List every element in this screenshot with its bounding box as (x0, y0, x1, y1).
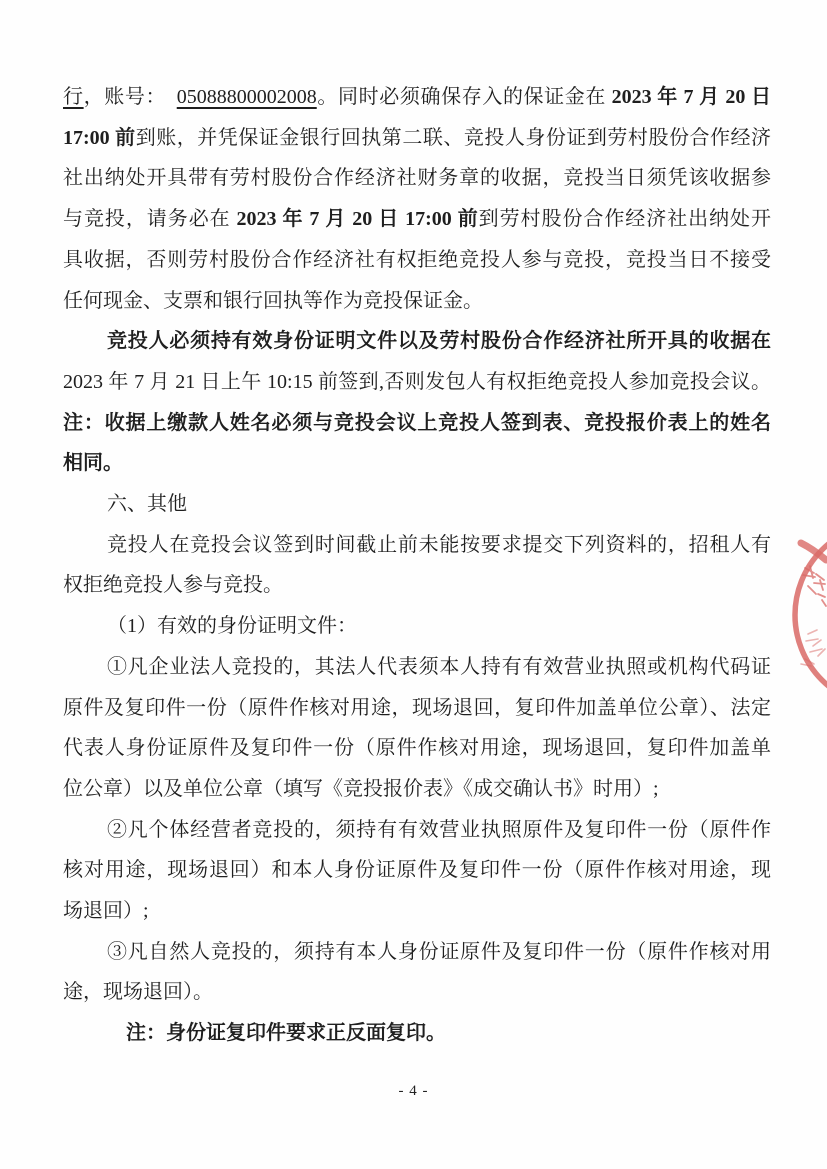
bold-note-text: 相同。 (63, 452, 123, 475)
doc-section-heading (63, 484, 771, 525)
text-segment: 途，现场退回）。 (63, 981, 213, 1004)
text-segment: 场退回）; (63, 900, 149, 923)
doc-line (63, 728, 771, 769)
doc-line (63, 443, 771, 484)
doc-line (63, 199, 771, 240)
text-segment: 到劳村股份合作经济社出纳处开 (478, 208, 771, 231)
text-segment: 社出纳处开具带有劳村股份合作经济社财务章的收据，竞投当日须凭该收据参 (63, 167, 771, 190)
doc-line (63, 158, 771, 199)
text-segment: 原件及复印件一份（原件作核对用途，现场退回，复印件加盖单位公章）、法定 (63, 696, 771, 719)
text-segment: （1）有效的身份证明文件： (107, 615, 357, 638)
doc-line (63, 321, 771, 362)
text-segment: 代表人身份证原件及复印件一份（原件作核对用途，现场退回，复印件加盖单 (63, 737, 771, 760)
doc-line (63, 403, 771, 444)
text-segment: 到账，并凭保证金银行回执第二联、竞投人身份证到劳村股份合作经济 (135, 126, 771, 149)
text-segment: 核对用途，现场退回）和本人身份证原件及复印件一份（原件作核对用途，现 (63, 859, 771, 882)
doc-line (63, 362, 771, 403)
doc-line (63, 688, 771, 729)
bold-time: 17:00 前 (63, 126, 136, 149)
underlined-account-number: 05088800002008 (176, 86, 317, 108)
text-segment: ①凡企业法人竞投的，其法人代表须本人持有有效营业执照或机构代码证 (107, 655, 771, 678)
doc-line (63, 891, 771, 932)
doc-line (63, 240, 771, 281)
text-segment: 任何现金、支票和银行回执等作为竞投保证金。 (63, 289, 483, 312)
section-heading-text: 六、其他 (107, 493, 187, 516)
text-segment: 位公章）以及单位公章（填写《竞投报价表》《成交确认书》时用）; (63, 777, 659, 800)
text-segment: 具收据，否则劳村股份合作经济社有权拒绝竞投人参与竞投，竞投当日不接受 (63, 248, 771, 271)
page-number: - 4 - (398, 1083, 429, 1099)
text-segment: ②凡个体经营者竞投的，须持有有效营业执照原件及复印件一份（原件作 (107, 818, 771, 841)
doc-line (63, 565, 771, 606)
text-segment: ③凡自然人竞投的，须持有本人身份证原件及复印件一份（原件作核对用 (107, 940, 771, 963)
red-seal-partial-icon (780, 528, 827, 703)
doc-line (63, 810, 771, 851)
bold-text: 竞投人必须持有效身份证明文件以及劳村股份合作经济社所开具的收据在 (107, 330, 771, 353)
doc-line (63, 769, 771, 810)
text-segment: 竞投人在竞投会议签到时间截止前未能按要求提交下列资料的，招租人有 (107, 533, 771, 556)
bold-note-text: 注：身份证复印件要求正反面复印。 (126, 1022, 446, 1045)
doc-line (63, 118, 771, 159)
underlined-text: 行 (63, 86, 84, 108)
doc-line (63, 647, 771, 688)
document-text-block (63, 77, 771, 1054)
text-segment: 2023 年 7 月 21 日上午 10:15 前签到,否则发包人有权拒绝竞投人参加竞投会议。 (63, 370, 771, 393)
doc-note-line (63, 1013, 771, 1054)
doc-line (63, 77, 771, 118)
doc-line (63, 850, 771, 891)
bold-datetime: 2023 年 7 月 20 日 17:00 前 (236, 208, 479, 231)
bold-date: 2023 年 7 月 20 日 (611, 86, 772, 108)
doc-line (63, 525, 771, 566)
text-segment: 与竞投，请务必在 (63, 208, 237, 231)
doc-line (63, 932, 771, 973)
doc-line (63, 972, 771, 1013)
doc-line (63, 281, 771, 322)
bold-note-text: 注：收据上缴款人姓名必须与竞投会议上竞投人签到表、竞投报价表上的姓名 (63, 411, 771, 434)
text-segment: 。同时必须确保存入的保证金在 (316, 86, 612, 108)
text-segment: 权拒绝竞投人参与竞投。 (63, 574, 283, 597)
doc-list-item-heading (63, 606, 771, 647)
text-segment: ，账号： (83, 86, 177, 108)
